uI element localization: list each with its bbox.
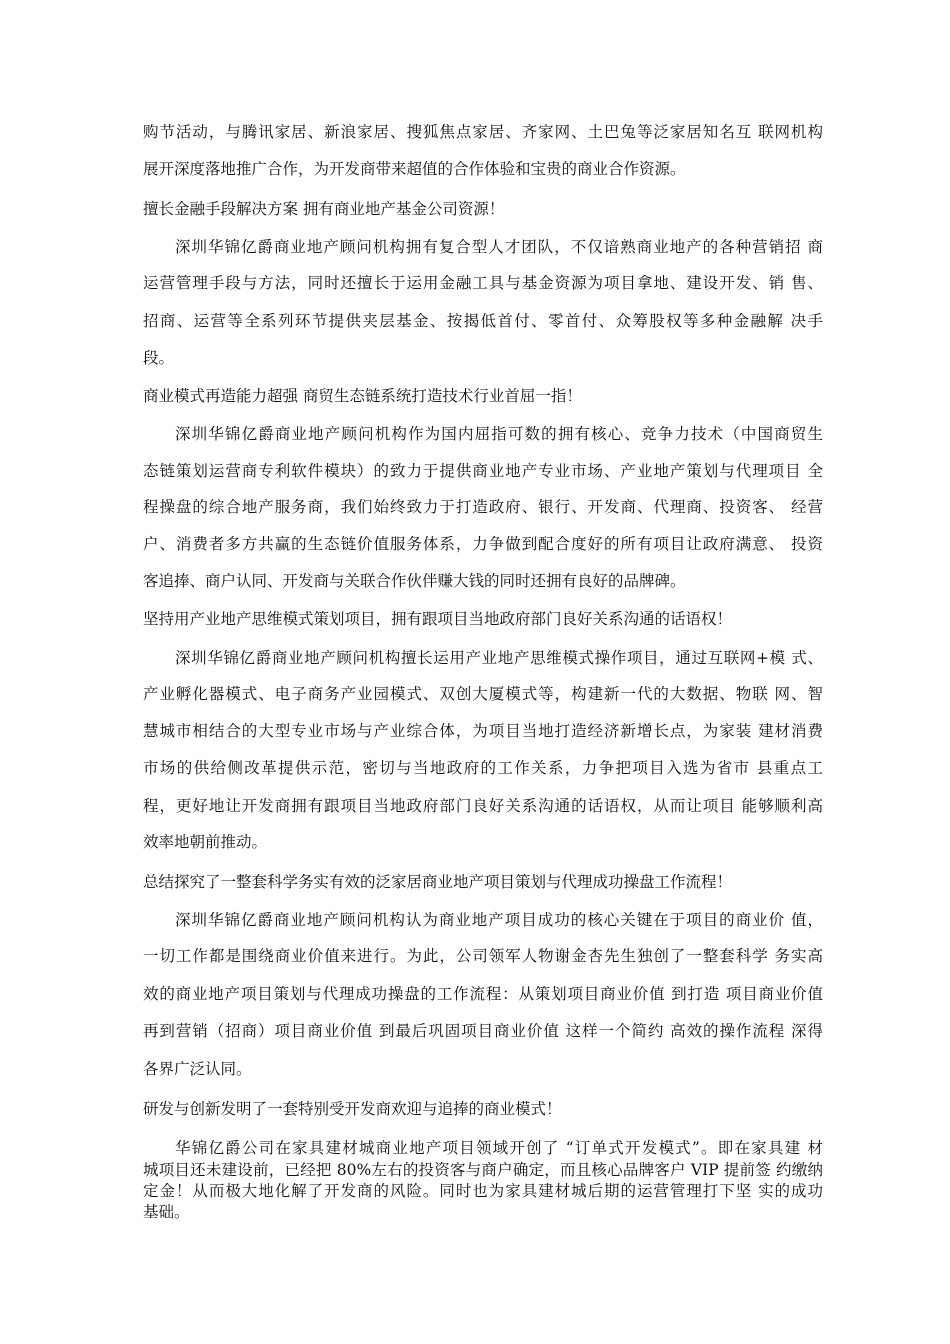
section-heading: 商业模式再造能力超强 商贸生态链系统打造技术行业首屈一指！ [143, 387, 582, 405]
text-line: 展开深度落地推广合作，为开发商带来超值的合作体验和宝贵的商业合作资源。 [143, 160, 686, 178]
text-line: 招商、运营等全系列环节提供夹层基金、按揭低首付、零首付、众筹股权等多种金融解 决手 [143, 312, 823, 330]
text-line: 城项目还未建设前，已经把 80%左右的投资客与商户确定，而且核心品牌客户 VIP 提前签 约缴纳 [143, 1161, 823, 1179]
text-line: 产业孵化器模式、电子商务产业园模式、双创大厦模式等，构建新一代的大数据、物联 网、智 [143, 685, 823, 703]
text-line: 再到营销（招商）项目商业价值 到最后巩固项目商业价值 这样一个简约 高效的操作流程 深得 [143, 1022, 823, 1040]
section-heading: 坚持用产业地产思维模式策划项目，拥有跟项目当地政府部门良好关系沟通的话语权！ [143, 610, 733, 628]
section-heading: 擅长金融手段解决方案 拥有商业地产基金公司资源！ [143, 200, 505, 218]
text-line: 程，更好地让开发商拥有跟项目当地政府部门良好关系沟通的话语权，从而让项目 能够顺利高 [143, 797, 823, 815]
section-heading: 研发与创新发明了一套特别受开发商欢迎与追捧的商业模式！ [143, 1100, 562, 1118]
text-line: 基础。 [143, 1203, 190, 1221]
text-line: 程操盘的综合地产服务商，我们始终致力于打造政府、银行、开发商、代理商、投资客、 经营 [143, 498, 823, 516]
text-line: 华锦亿爵公司在家具建材城商业地产项目领域开创了 “订单式开发模式”。即在家具建 材 [175, 1139, 823, 1157]
text-line: 深圳华锦亿爵商业地产顾问机构擅长运用产业地产思维模式操作项目，通过互联网+模 式、 [175, 649, 823, 667]
text-line: 各界广泛认同。 [143, 1060, 252, 1078]
text-line: 态链策划运营商专利软件模块）的致力于提供商业地产专业市场、产业地产策划与代理项目 全 [143, 462, 823, 480]
text-line: 效的商业地产项目策划与代理成功操盘的工作流程：从策划项目商业价值 到打造 项目商业价值 [143, 985, 823, 1003]
text-line: 市场的供给侧改革提供示范，密切与当地政府的工作关系，力争把项目入选为省市 县重点工 [143, 759, 823, 777]
text-line: 深圳华锦亿爵商业地产顾问机构作为国内屈指可数的拥有核心、竞争力技术（中国商贸生 [175, 425, 823, 443]
text-line: 一切工作都是围绕商业价值来进行。为此，公司领军人物谢金杏先生独创了一整套科学 务实高 [143, 947, 823, 965]
text-line: 客追捧、商户认同、开发商与关联合作伙伴赚大钱的同时还拥有良好的品牌碑。 [143, 572, 686, 590]
section-heading: 总结探究了一整套科学务实有效的泛家居商业地产项目策划与代理成功操盘工作流程！ [143, 873, 733, 891]
text-line: 深圳华锦亿爵商业地产顾问机构认为商业地产项目成功的核心关键在于项目的商业价 值， [175, 911, 823, 929]
text-line: 运营管理手段与方法，同时还擅长于运用金融工具与基金资源为项目拿地、建设开发、销 售、 [143, 274, 823, 292]
text-line: 效率地朝前推动。 [143, 833, 268, 851]
text-line: 段。 [143, 349, 175, 367]
text-line: 购节活动，与腾讯家居、新浪家居、搜狐焦点家居、齐家网、土巴兔等泛家居知名互 联网机构 [143, 123, 823, 141]
text-line: 慧城市相结合的大型专业市场与产业综合体，为项目当地打造经济新增长点，为家装 建材消费 [143, 722, 823, 740]
text-line: 定金！从而极大地化解了开发商的风险。同时也为家具建材城后期的运营管理打下坚 实的成功 [143, 1182, 823, 1200]
text-line: 户、消费者多方共赢的生态链价值服务体系，力争做到配合度好的所有项目让政府满意、 投资 [143, 535, 823, 553]
text-line: 深圳华锦亿爵商业地产顾问机构拥有复合型人才团队，不仅谙熟商业地产的各种营销招 商 [175, 238, 823, 256]
